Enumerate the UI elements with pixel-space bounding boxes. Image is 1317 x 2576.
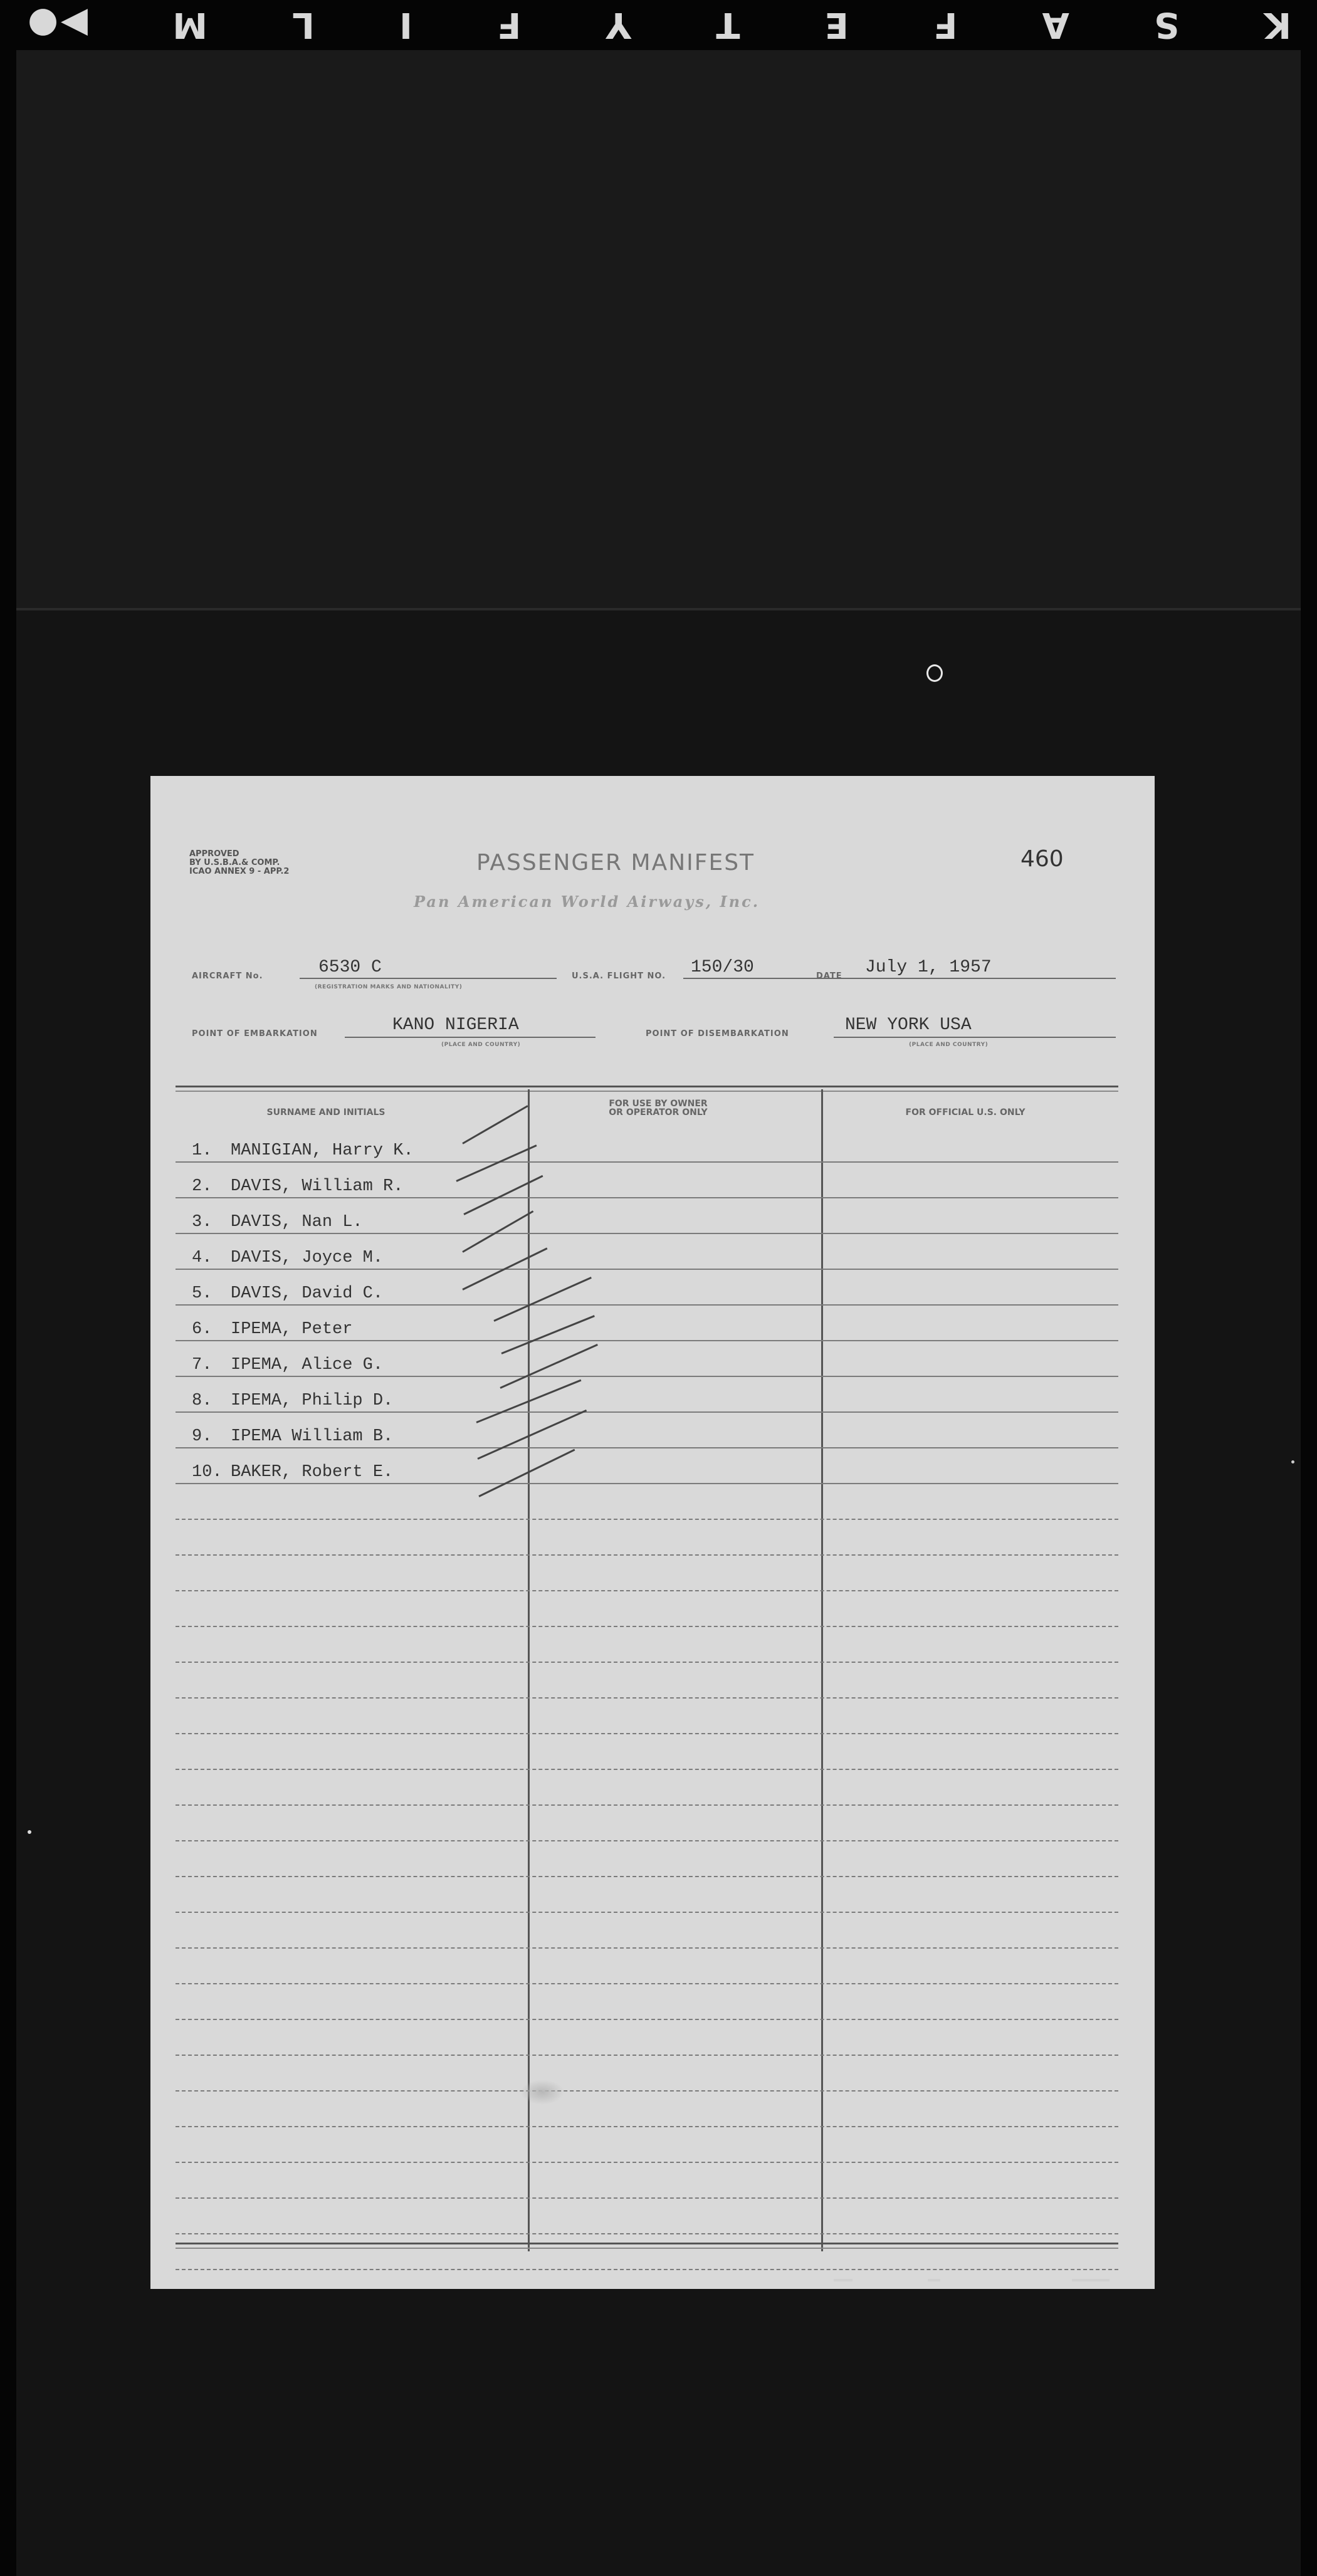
passenger-name: IPEMA, Peter bbox=[231, 1320, 353, 1339]
edge-letter: E bbox=[822, 4, 849, 46]
passenger-entry bbox=[192, 1213, 363, 1232]
approval-line: ICAO ANNEX 9 - APP.2 bbox=[189, 867, 290, 876]
table-row bbox=[176, 1806, 1118, 1841]
edge-letter: F bbox=[495, 4, 522, 46]
table-row bbox=[176, 2020, 1118, 2056]
table-top-rule bbox=[176, 1091, 1118, 1092]
column-header-official: FOR OFFICIAL U.S. ONLY bbox=[905, 1107, 1026, 1118]
passenger-name: DAVIS, Joyce M. bbox=[231, 1249, 384, 1267]
film-right-strip bbox=[1301, 50, 1317, 2576]
table-row bbox=[176, 2234, 1118, 2270]
disembarkation-value: NEW YORK USA bbox=[845, 1015, 972, 1035]
film-speck bbox=[926, 664, 943, 682]
passenger-entry bbox=[192, 1391, 393, 1410]
table-row bbox=[176, 2199, 1118, 2234]
date-label: DATE bbox=[816, 971, 842, 981]
embarkation-label: POINT OF EMBARKATION bbox=[192, 1029, 318, 1039]
table-row bbox=[176, 1841, 1118, 1877]
edge-letter: K bbox=[1261, 4, 1291, 46]
table-row bbox=[176, 2056, 1118, 2092]
row-number: 2. bbox=[192, 1177, 213, 1196]
table-row bbox=[176, 1663, 1118, 1699]
table-row bbox=[176, 2092, 1118, 2127]
table-top-rule bbox=[176, 1086, 1118, 1087]
embarkation-value: KANO NIGERIA bbox=[392, 1015, 519, 1035]
edge-letter: A bbox=[1039, 4, 1069, 46]
table-row bbox=[176, 1484, 1118, 1520]
paper-smudge bbox=[520, 2080, 564, 2105]
manifest-page bbox=[150, 776, 1155, 2289]
aircraft-number: 6530 C bbox=[318, 958, 382, 977]
table-row bbox=[176, 1699, 1118, 1734]
table-row bbox=[176, 1341, 1118, 1377]
row-number: 4. bbox=[192, 1249, 213, 1267]
table-row bbox=[176, 1306, 1118, 1341]
edge-letter: L bbox=[290, 4, 315, 46]
table-row bbox=[176, 2127, 1118, 2163]
passenger-entry bbox=[192, 1284, 383, 1303]
flight-number: 150/30 bbox=[691, 958, 754, 977]
passenger-entry bbox=[192, 1141, 414, 1160]
embarkation-sublabel: (PLACE AND COUNTRY) bbox=[441, 1042, 521, 1048]
row-number: 5. bbox=[192, 1284, 213, 1303]
table-row bbox=[176, 1984, 1118, 2020]
row-number: 8. bbox=[192, 1391, 213, 1410]
film-speck bbox=[1291, 1460, 1294, 1463]
bottom-edge-marks bbox=[834, 2279, 1110, 2283]
table-row bbox=[176, 1556, 1118, 1591]
passenger-name: DAVIS, Nan L. bbox=[231, 1213, 363, 1232]
aircraft-underline bbox=[300, 978, 557, 979]
film-left-strip bbox=[0, 50, 16, 2576]
table-bottom-rule bbox=[176, 2243, 1118, 2244]
table-row bbox=[176, 2163, 1118, 2199]
film-edge-lettering bbox=[25, 5, 1291, 45]
page-title: PASSENGER MANIFEST bbox=[476, 850, 755, 876]
table-row bbox=[176, 1913, 1118, 1949]
passenger-name: IPEMA, Philip D. bbox=[231, 1391, 394, 1410]
table-row bbox=[176, 1627, 1118, 1663]
edge-letter: Y bbox=[603, 4, 632, 46]
column-header-surname: SURNAME AND INITIALS bbox=[266, 1107, 386, 1118]
row-number: 9. bbox=[192, 1427, 213, 1446]
table-row bbox=[176, 1877, 1118, 1913]
disembarkation-label: POINT OF DISEMBARKATION bbox=[646, 1029, 789, 1039]
passenger-entry bbox=[192, 1249, 383, 1267]
date-underline bbox=[853, 978, 1116, 979]
aircraft-label: AIRCRAFT No. bbox=[192, 971, 263, 981]
table-row bbox=[176, 1591, 1118, 1627]
edge-letter: T bbox=[713, 4, 740, 46]
table-row bbox=[176, 1377, 1118, 1413]
film-edge-top bbox=[0, 0, 1317, 50]
row-number: 7. bbox=[192, 1356, 213, 1374]
table-row bbox=[176, 1127, 1118, 1163]
column-header-owner bbox=[564, 1099, 752, 1117]
passenger-name: DAVIS, William R. bbox=[231, 1177, 404, 1196]
embarkation-underline bbox=[345, 1037, 596, 1038]
edge-letter: S bbox=[1152, 4, 1180, 46]
passenger-entry bbox=[192, 1427, 393, 1446]
table-row bbox=[176, 1949, 1118, 1984]
passenger-name: BAKER, Robert E. bbox=[231, 1463, 394, 1482]
passenger-entry bbox=[192, 1356, 383, 1374]
date-value: July 1, 1957 bbox=[865, 958, 992, 977]
row-number: 6. bbox=[192, 1320, 213, 1339]
disembarkation-sublabel: (PLACE AND COUNTRY) bbox=[909, 1042, 989, 1048]
edge-letter: F bbox=[931, 4, 958, 46]
owner-header-line: OR OPERATOR ONLY bbox=[609, 1107, 708, 1118]
passenger-name: IPEMA William B. bbox=[231, 1427, 394, 1446]
table-row bbox=[176, 1198, 1118, 1234]
passenger-entry bbox=[192, 1177, 403, 1196]
table-bottom-rule bbox=[176, 2248, 1118, 2249]
row-number: 3. bbox=[192, 1213, 213, 1232]
approval-line: BY U.S.B.A.& COMP. bbox=[189, 858, 280, 867]
edge-letter: M bbox=[170, 4, 207, 46]
table-row bbox=[176, 1448, 1118, 1484]
disembarkation-underline bbox=[834, 1037, 1116, 1038]
film-speck bbox=[28, 1830, 31, 1834]
approval-line: APPROVED bbox=[189, 849, 239, 859]
table-row bbox=[176, 1270, 1118, 1306]
row-number: 10. bbox=[192, 1463, 223, 1482]
passenger-entry bbox=[192, 1320, 352, 1339]
table-row bbox=[176, 1163, 1118, 1198]
passenger-name: DAVIS, David C. bbox=[231, 1284, 384, 1303]
airline-name: Pan American World Airways, Inc. bbox=[414, 893, 760, 911]
flight-label: U.S.A. FLIGHT NO. bbox=[572, 971, 666, 981]
edge-letter: I bbox=[397, 4, 412, 46]
table-row bbox=[176, 1234, 1118, 1270]
passenger-entry bbox=[192, 1463, 393, 1482]
aircraft-sublabel: (REGISTRATION MARKS AND NATIONALITY) bbox=[315, 984, 463, 990]
table-row bbox=[176, 1520, 1118, 1556]
approval-stamp bbox=[189, 850, 289, 876]
film-frame-blank bbox=[16, 50, 1301, 610]
edge-arrow-icon: ▶● bbox=[25, 4, 88, 46]
table-row bbox=[176, 1770, 1118, 1806]
passenger-name: MANIGIAN, Harry K. bbox=[231, 1141, 414, 1160]
table-row bbox=[176, 1413, 1118, 1448]
owner-header-line: FOR USE BY OWNER bbox=[609, 1099, 708, 1109]
page-number: 460 bbox=[1021, 846, 1064, 872]
row-number: 1. bbox=[192, 1141, 213, 1160]
table-row bbox=[176, 1734, 1118, 1770]
passenger-name: IPEMA, Alice G. bbox=[231, 1356, 384, 1374]
